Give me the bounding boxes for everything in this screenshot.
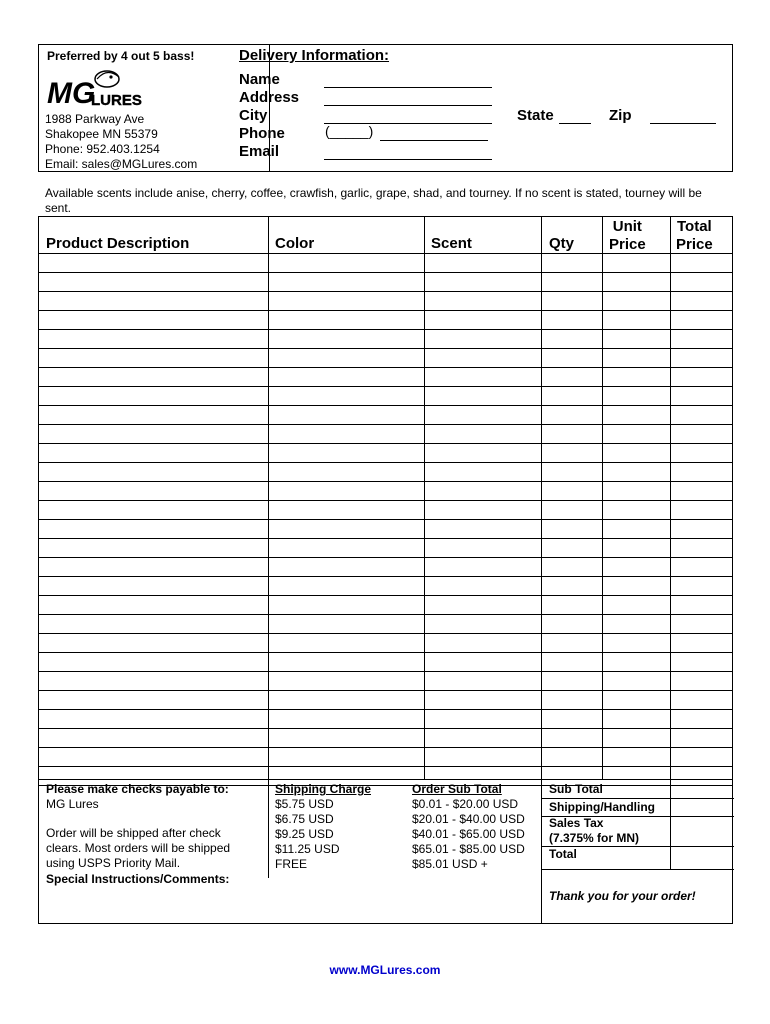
table-row-line bbox=[39, 557, 732, 558]
table-row-line bbox=[39, 500, 732, 501]
footer-divider-1 bbox=[268, 780, 269, 878]
footer-divider-3 bbox=[670, 780, 671, 869]
table-row-line bbox=[39, 709, 732, 710]
phone-area-code: (_____) bbox=[325, 123, 374, 139]
footer-line-total bbox=[541, 869, 734, 870]
table-row-line bbox=[39, 576, 732, 577]
zip-field[interactable] bbox=[650, 123, 716, 124]
order-subtotal-5: $85.01 USD + bbox=[412, 857, 488, 871]
table-row-line bbox=[39, 462, 732, 463]
table-row-line bbox=[39, 595, 732, 596]
contact-phone: Phone: 952.403.1254 bbox=[45, 142, 160, 156]
col-header-scent: Scent bbox=[431, 235, 472, 252]
col-header-product: Product Description bbox=[46, 235, 190, 252]
order-subtotal-2: $20.01 - $40.00 USD bbox=[412, 812, 525, 826]
state-label: State bbox=[517, 107, 554, 124]
col-header-unit-price-line2: Price bbox=[609, 236, 646, 253]
footer-box bbox=[38, 780, 733, 924]
footer-line-subtotal bbox=[541, 798, 734, 799]
table-row-line bbox=[39, 386, 732, 387]
order-subtotal-4: $65.01 - $85.00 USD bbox=[412, 842, 525, 856]
ship-note-2: clears. Most orders will be shipped bbox=[46, 841, 231, 855]
svg-text:MG: MG bbox=[47, 77, 96, 110]
table-row-line bbox=[39, 690, 732, 691]
col-header-unit-price bbox=[609, 218, 646, 254]
col-header-unit-price-line1: Unit bbox=[612, 218, 642, 235]
name-label: Name bbox=[239, 71, 280, 88]
table-row-line bbox=[39, 272, 732, 273]
col-divider-qty bbox=[541, 217, 542, 779]
ship-note-1: Order will be shipped after check bbox=[46, 826, 221, 840]
thank-you-note: Thank you for your order! bbox=[549, 889, 696, 903]
mg-lures-logo bbox=[47, 65, 142, 110]
table-row-line bbox=[39, 671, 732, 672]
table-row-line bbox=[39, 310, 732, 311]
shipping-handling-label: Shipping/Handling bbox=[549, 800, 655, 814]
instructions-label: Special Instructions/Comments: bbox=[46, 872, 230, 886]
checks-title: Please make checks payable to: bbox=[46, 782, 229, 796]
state-field[interactable] bbox=[559, 123, 591, 124]
col-header-total-price-line1: Total bbox=[676, 218, 712, 235]
phone-label: Phone bbox=[239, 125, 285, 142]
scents-note: Available scents include anise, cherry, coffee, crawfish, garlic, grape, shad, and tourney. If no scent is stated, tourney will be sent. bbox=[45, 186, 702, 215]
order-table bbox=[38, 216, 733, 780]
delivery-title: Delivery Information: bbox=[239, 47, 390, 64]
table-row-line bbox=[39, 633, 732, 634]
col-divider-total bbox=[670, 217, 671, 779]
shipping-charge-3: $9.25 USD bbox=[275, 827, 334, 841]
city-label: City bbox=[239, 107, 268, 124]
contact-email: Email: sales@MGLures.com bbox=[45, 157, 198, 171]
svg-text:LURES: LURES bbox=[91, 92, 142, 109]
col-divider-scent bbox=[424, 217, 425, 779]
col-divider-color bbox=[268, 217, 269, 779]
address-line-2: Shakopee MN 55379 bbox=[45, 127, 158, 141]
address-label: Address bbox=[239, 89, 300, 106]
total-label: Total bbox=[549, 847, 577, 861]
col-header-qty: Qty bbox=[549, 235, 575, 252]
email-field[interactable] bbox=[324, 159, 492, 160]
table-row-line bbox=[39, 291, 732, 292]
ship-note-3: using USPS Priority Mail. bbox=[46, 856, 181, 870]
sales-tax-rate: (7.375% for MN) bbox=[549, 831, 640, 845]
table-row-line bbox=[39, 519, 732, 520]
address-field[interactable] bbox=[324, 105, 492, 106]
table-row-line bbox=[39, 481, 732, 482]
phone-field[interactable] bbox=[380, 140, 488, 141]
table-row-line bbox=[39, 405, 732, 406]
email-label: Email bbox=[239, 143, 280, 160]
shipping-charge-2: $6.75 USD bbox=[275, 812, 334, 826]
table-row-line bbox=[39, 747, 732, 748]
address-line-1: 1988 Parkway Ave bbox=[45, 112, 145, 126]
zip-label: Zip bbox=[609, 107, 632, 124]
order-subtotal-1: $0.01 - $20.00 USD bbox=[412, 797, 519, 811]
sales-tax-label: Sales Tax bbox=[549, 816, 604, 830]
table-row-line bbox=[39, 766, 732, 767]
col-header-color: Color bbox=[275, 235, 315, 252]
shipping-charge-4: $11.25 USD bbox=[275, 842, 340, 856]
footer-divider-2 bbox=[541, 780, 542, 923]
table-row-line bbox=[39, 728, 732, 729]
order-subtotal-title: Order Sub Total bbox=[412, 782, 502, 796]
col-header-total-price bbox=[676, 218, 713, 254]
name-field[interactable] bbox=[324, 87, 492, 88]
col-header-total-price-line2: Price bbox=[676, 236, 713, 253]
table-row-line bbox=[39, 329, 732, 330]
checks-name: MG Lures bbox=[46, 797, 99, 811]
sub-total-label: Sub Total bbox=[549, 782, 603, 796]
table-row-line bbox=[39, 538, 732, 539]
table-row-line bbox=[39, 424, 732, 425]
table-row-line bbox=[39, 652, 732, 653]
shipping-charge-title: Shipping Charge bbox=[275, 782, 371, 796]
table-row-line bbox=[39, 253, 732, 254]
col-divider-unit bbox=[602, 217, 603, 779]
shipping-charge-5: FREE bbox=[275, 857, 308, 871]
table-row-line bbox=[39, 614, 732, 615]
website-link[interactable]: www.MGLures.com bbox=[329, 963, 441, 977]
header-box bbox=[38, 44, 733, 172]
order-subtotal-3: $40.01 - $65.00 USD bbox=[412, 827, 525, 841]
table-row-line bbox=[39, 348, 732, 349]
table-row-line bbox=[39, 443, 732, 444]
tagline: Preferred by 4 out 5 bass! bbox=[47, 49, 195, 63]
table-row-line bbox=[39, 367, 732, 368]
shipping-charge-1: $5.75 USD bbox=[275, 797, 334, 811]
